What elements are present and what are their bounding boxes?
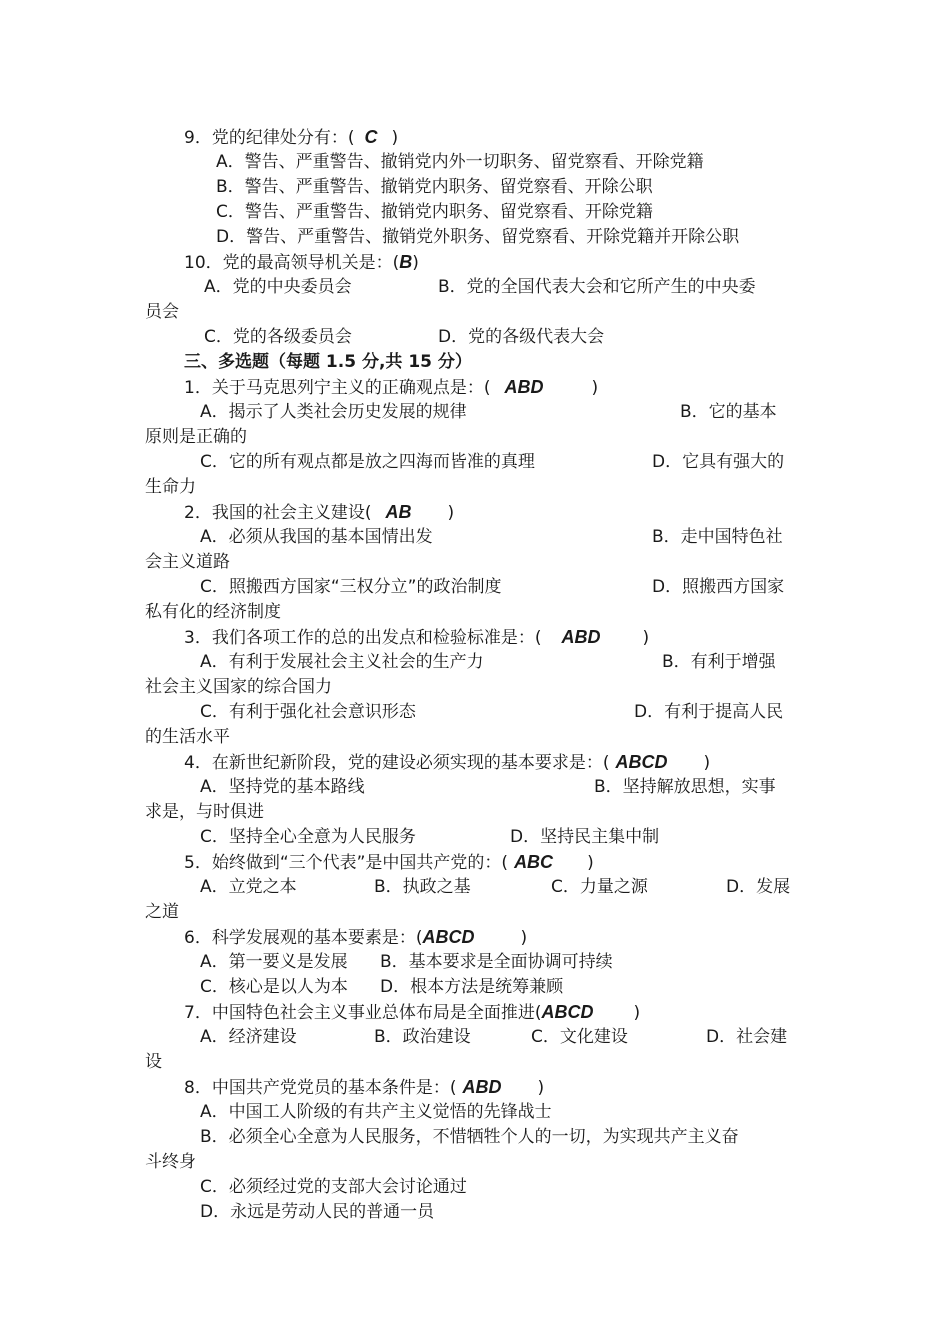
- option-d: D．它具有强大的: [652, 452, 785, 472]
- question-stem: 10．党的最高领导机关是：(: [184, 253, 400, 273]
- option-b-continued: 社会主义国家的综合国力: [145, 677, 332, 697]
- option-c: C．它的所有观点都是放之四海而皆准的真理: [200, 452, 535, 472]
- option-c: C．有利于强化社会意识形态: [200, 702, 416, 722]
- answer: ABD: [462, 1077, 502, 1097]
- option-b-continued: 求是，与时俱进: [145, 802, 264, 822]
- option-a: A．揭示了人类社会历史发展的规律: [200, 402, 467, 422]
- option-d: D．警告、严重警告、撤销党外职务、留党察看、开除党籍并开除公职: [216, 227, 740, 247]
- question-stem: 8．中国共产党党员的基本条件是：(: [184, 1078, 457, 1098]
- option-c: C．照搬西方国家“三权分立”的政治制度: [200, 577, 502, 597]
- option-b-continued: 会主义道路: [145, 552, 230, 572]
- option-a: A．有利于发展社会主义社会的生产力: [200, 652, 484, 672]
- option-a: A．第一要义是发展: [200, 952, 348, 972]
- option-b: B．有利于增强: [662, 652, 776, 672]
- question-3: 3．我们各项工作的总的出发点和检验标准是：( ABD ): [184, 627, 650, 648]
- question-8: 8．中国共产党党员的基本条件是：( ABD ): [184, 1077, 545, 1098]
- answer: B: [399, 252, 413, 272]
- option-d-continued: 之道: [145, 902, 179, 922]
- option-b: B．警告、严重警告、撤销党内职务、留党察看、开除公职: [216, 177, 653, 197]
- answer: ABCD: [422, 927, 475, 947]
- option-c: C．坚持全心全意为人民服务: [200, 827, 416, 847]
- option-d-continued: 的生活水平: [145, 727, 230, 747]
- answer: C: [364, 127, 378, 147]
- option-b-continued: 原则是正确的: [145, 427, 247, 447]
- option-a: A．中国工人阶级的有共产主义觉悟的先锋战士: [200, 1102, 552, 1122]
- question-stem: 7．中国特色社会主义事业总体布局是全面推进(: [184, 1003, 542, 1023]
- question-stem: 5．始终做到“三个代表”是中国共产党的：(: [184, 853, 509, 873]
- option-d: D．坚持民主集中制: [510, 827, 660, 847]
- option-a: A．经济建设: [200, 1027, 297, 1047]
- answer: ABD: [561, 627, 601, 647]
- option-b: B．党的全国代表大会和它所产生的中央委: [438, 277, 756, 297]
- option-b-continued: 斗终身: [145, 1152, 196, 1172]
- option-b: B．坚持解放思想，实事: [594, 777, 776, 797]
- answer: ABCD: [541, 1002, 594, 1022]
- question-2: 2．我国的社会主义建设( AB ): [184, 502, 455, 523]
- answer: ABCD: [615, 752, 668, 772]
- option-d: D．发展: [726, 877, 791, 897]
- option-c: C．文化建设: [531, 1027, 628, 1047]
- question-10: 10．党的最高领导机关是：(B): [184, 252, 419, 273]
- question-stem: 4．在新世纪新阶段，党的建设必须实现的基本要求是：(: [184, 753, 610, 773]
- option-c: C．必须经过党的支部大会讨论通过: [200, 1177, 467, 1197]
- question-4: 4．在新世纪新阶段，党的建设必须实现的基本要求是：( ABCD ): [184, 752, 711, 773]
- option-d: D．照搬西方国家: [652, 577, 785, 597]
- section-title: 三、多选题（每题 1.5 分,共 15 分）: [184, 352, 472, 372]
- option-a: A．立党之本: [200, 877, 297, 897]
- option-b: B．它的基本: [680, 402, 777, 422]
- option-c: C．力量之源: [551, 877, 648, 897]
- option-b-continued: 员会: [145, 302, 179, 322]
- option-d: D．有利于提高人民: [634, 702, 784, 722]
- option-d-continued: 设: [145, 1052, 162, 1072]
- option-b: B．政治建设: [374, 1027, 471, 1047]
- question-stem: 2．我国的社会主义建设(: [184, 503, 372, 523]
- option-c: C．党的各级委员会: [204, 327, 352, 347]
- option-c: C．警告、严重警告、撤销党内职务、留党察看、开除党籍: [216, 202, 653, 222]
- option-b: B．基本要求是全面协调可持续: [380, 952, 613, 972]
- option-d-continued: 私有化的经济制度: [145, 602, 281, 622]
- option-d: D．社会建: [706, 1027, 788, 1047]
- answer: AB: [385, 502, 412, 522]
- question-stem: 6．科学发展观的基本要素是：(: [184, 928, 423, 948]
- option-a: A．必须从我国的基本国情出发: [200, 527, 433, 547]
- option-a: A．坚持党的基本路线: [200, 777, 365, 797]
- option-d: D．永远是劳动人民的普通一员: [200, 1202, 435, 1222]
- question-1: 1．关于马克思列宁主义的正确观点是：( ABD ): [184, 377, 599, 398]
- option-a: A．党的中央委员会: [204, 277, 352, 297]
- question-stem: 3．我们各项工作的总的出发点和检验标准是：(: [184, 628, 542, 648]
- option-b: B．执政之基: [374, 877, 471, 897]
- option-b: B．必须全心全意为人民服务，不惜牺牲个人的一切，为实现共产主义奋: [200, 1127, 739, 1147]
- question-stem: 9．党的纪律处分有：(: [184, 128, 355, 148]
- question-5: 5．始终做到“三个代表”是中国共产党的：( ABC ): [184, 852, 594, 873]
- option-d-continued: 生命力: [145, 477, 196, 497]
- question-stem: 1．关于马克思列宁主义的正确观点是：(: [184, 378, 491, 398]
- question-7: 7．中国特色社会主义事业总体布局是全面推进(ABCD ): [184, 1002, 641, 1023]
- option-d: D．根本方法是统筹兼顾: [380, 977, 564, 997]
- option-a: A．警告、严重警告、撤销党内外一切职务、留党察看、开除党籍: [216, 152, 704, 172]
- question-9: 9．党的纪律处分有：( C ): [184, 127, 399, 148]
- option-c: C．核心是以人为本: [200, 977, 348, 997]
- question-6: 6．科学发展观的基本要素是：(ABCD ): [184, 927, 528, 948]
- option-d: D．党的各级代表大会: [438, 327, 605, 347]
- answer: ABD: [504, 377, 544, 397]
- answer: ABC: [514, 852, 554, 872]
- option-b: B．走中国特色社: [652, 527, 783, 547]
